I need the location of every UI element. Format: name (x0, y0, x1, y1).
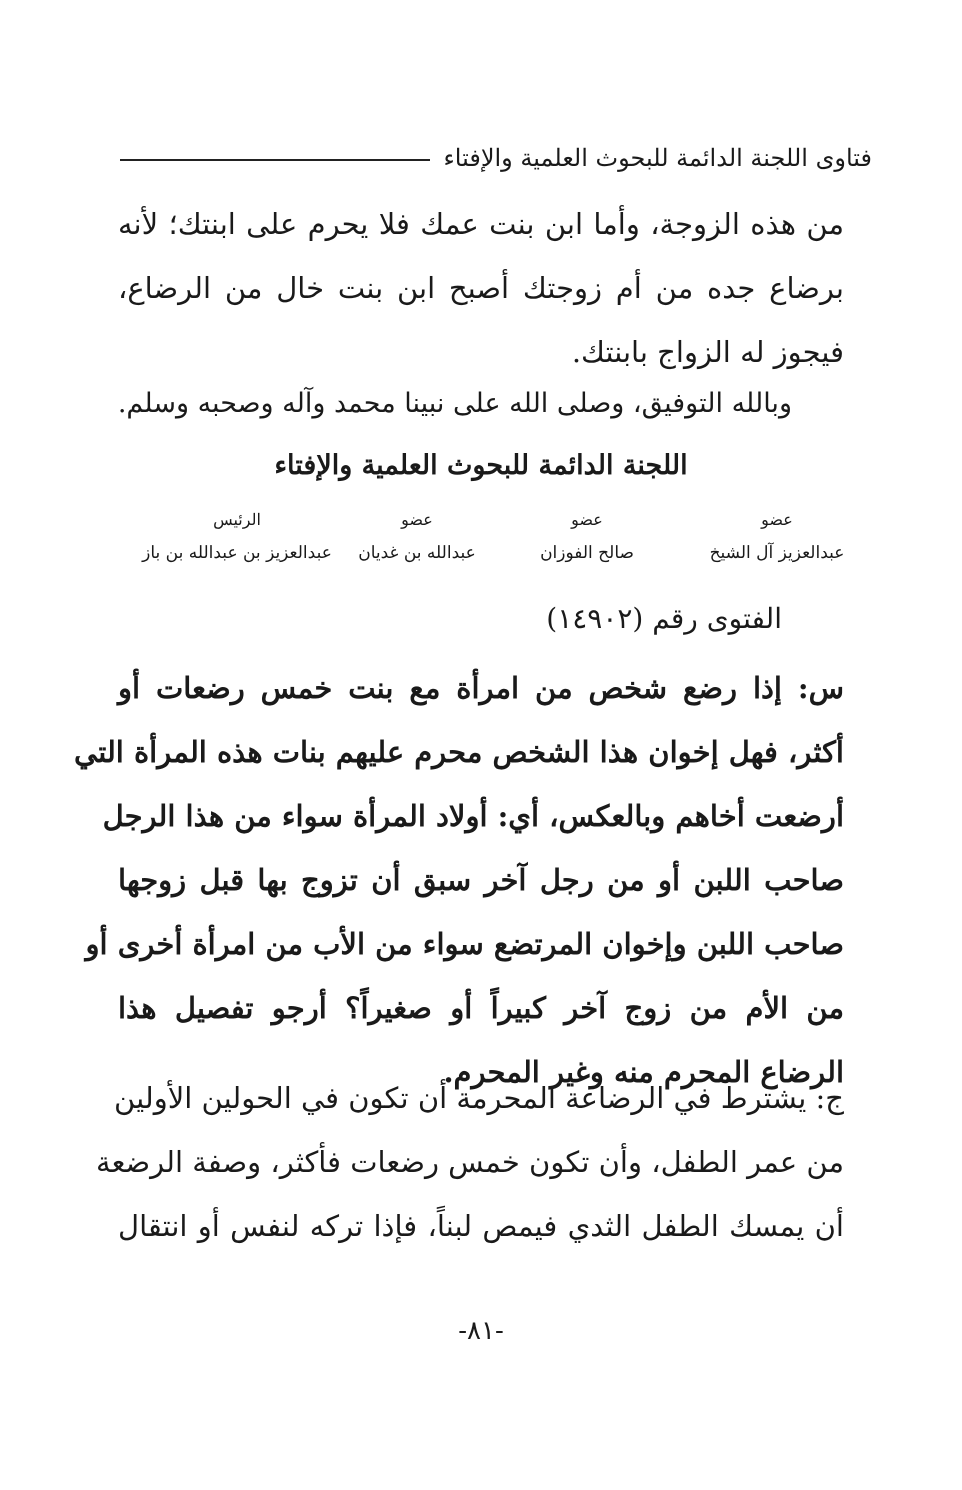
signatory-member-2 (512, 505, 662, 571)
signatory-name: صالح الفوزان (540, 543, 634, 563)
signatory-name: عبدالعزيز بن عبدالله بن باز (142, 543, 332, 563)
signatory-name: عبدالعزيز آل الشيخ (709, 543, 845, 563)
text-line: ج: يشترط في الرضاعة المحرمة أن تكون في الحولين الأولين (114, 1081, 844, 1115)
text-line: برضاع جده من أم زوجتك أصبح ابن بنت خال من الرضاع، (118, 271, 844, 305)
signatory-role: عضو (761, 510, 793, 529)
text-line: س: إذا رضع شخص من امرأة مع بنت خمس رضعات أو (118, 671, 845, 705)
text-line: من الأم من زوج آخر كبيراً أو صغيراً؟ أرجو تفصيل هذا (118, 991, 844, 1025)
signatory-role: عضو (401, 510, 433, 529)
signatory-president (137, 505, 337, 571)
fatwa-number: الفتوى رقم (١٤٩٠٢) (546, 602, 782, 635)
running-header-title: فتاوى اللجنة الدائمة للبحوث العلمية والإفتاء (443, 144, 872, 172)
text-line: فيجوز له الزواج بابنتك. (571, 335, 844, 369)
question-paragraph (74, 656, 845, 1104)
text-line: من عمر الطفل، وأن تكون خمس رضعات فأكثر، وصفة الرضعة (96, 1145, 844, 1179)
signatory-member-3 (342, 505, 492, 571)
text-line: أن يمسك الطفل الثدي فيمص لبناً، فإذا تركه لنفس أو انتقال (118, 1209, 844, 1243)
paragraph-top (118, 192, 844, 384)
text-line: من هذه الزوجة، وأما ابن بنت عمك فلا يحرم على ابنتك؛ لأنه (118, 207, 844, 241)
header-rule (120, 159, 430, 161)
text-line: صاحب اللبن أو من رجل آخر سبق أن تزوج بها قبل زوجها (118, 863, 844, 897)
closing-line: وبالله التوفيق، وصلى الله على نبينا محمد وآله وصحبه وسلم. (117, 388, 792, 419)
signatory-role: الرئيس (213, 510, 261, 529)
signatory-role: عضو (571, 510, 603, 529)
answer-paragraph (96, 1066, 844, 1258)
text-line: أرضعت أخاهم وبالعكس، أي: أولاد المرأة سواء من هذا الرجل (102, 799, 844, 833)
text-line: أكثر، فهل إخوان هذا الشخص محرم عليهم بنات هذه المرأة التي (74, 735, 844, 769)
text-line: صاحب اللبن وإخوان المرتضع سواء من الأب من امرأة أخرى أو (85, 927, 844, 961)
signatory-member-1 (702, 505, 852, 571)
page-number: -٨١- (458, 1316, 504, 1346)
committee-name: اللجنة الدائمة للبحوث العلمية والإفتاء (274, 450, 688, 481)
text-line: الرضاع المحرم منه وغير المحرم. (443, 1055, 844, 1089)
signatory-name: عبدالله بن غديان (358, 543, 476, 563)
running-header (120, 138, 872, 178)
